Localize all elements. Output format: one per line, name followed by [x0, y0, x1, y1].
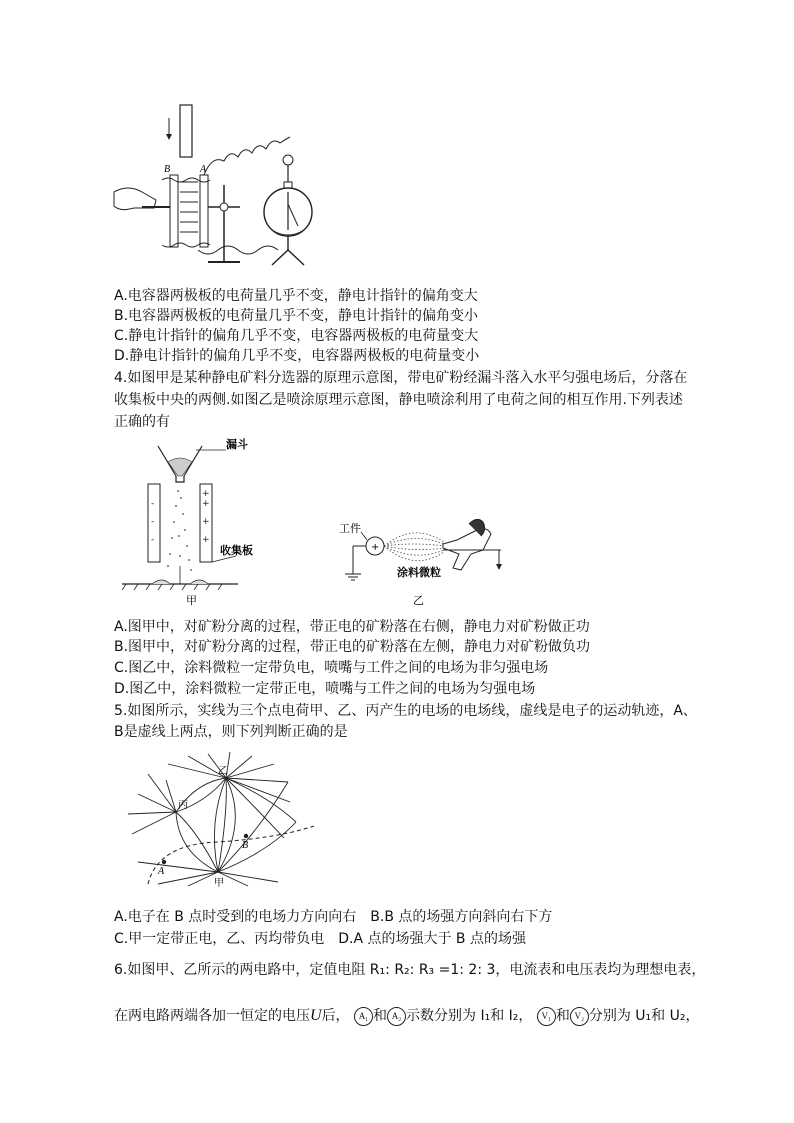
voltage-u: U [310, 1007, 322, 1024]
q5-options-line-1: A.电子在 B 点时受到的电场力方向向右 B.B 点的场强方向斜向右下方 [114, 909, 553, 925]
q4-stem-line-2: 收集板中央的两侧.如图乙是喷涂原理示意图，静电喷涂利用了电荷之间的相互作用.下列表述 [114, 392, 683, 408]
mineral-separator-figure [118, 436, 288, 608]
q6-stem-line-1: 6.如图甲、乙所示的两电路中，定值电阻 R₁: R₂: R₃ =1: 2: 3，电流表和电压表均为理想电表， [114, 962, 706, 978]
q4-option-c: C.图乙中，涂料微粒一定带负电，喷嘴与工件之间的电场为非匀强电场 [114, 660, 549, 676]
q4-stem-line-1: 4.如图甲是某种静电矿料分选器的原理示意图，带电矿粉经漏斗落入水平匀强电场后，分落在 [114, 370, 688, 386]
svg-text:+: + [371, 542, 380, 553]
ammeter-a1-icon: A₁ [354, 1007, 373, 1026]
q5-options-line-2: C.甲一定带正电，乙、丙均带负电 D.A 点的场强大于 B 点的场强 [114, 931, 526, 947]
funnel-label: 漏斗 [226, 438, 248, 451]
voltmeter-v1-icon: V₁ [537, 1007, 556, 1026]
figure-yi-caption: 乙 [413, 594, 424, 607]
q6-text-d: 分别为 U₁和 U₂， [588, 1008, 700, 1024]
q4-option-d: D.图乙中，涂料微粒一定带正电，喷嘴与工件之间的电场为匀强电场 [114, 681, 536, 697]
point-b-label: B [242, 840, 249, 851]
svg-text:+: + [202, 535, 210, 545]
plate-b-label: B [164, 164, 171, 175]
voltmeter-v2-icon: V₂ [570, 1007, 589, 1026]
ammeter-a2-icon: A₂ [387, 1007, 406, 1026]
q3-option-a: A.电容器两极板的电荷量几乎不变，静电计指针的偏角变大 [114, 288, 478, 304]
point-a-label: A [158, 866, 165, 877]
charge-bing-label: 丙 [178, 800, 188, 811]
svg-text:-: - [151, 499, 155, 509]
svg-text:+: + [202, 517, 210, 527]
q6-text-a: 在两电路两端各加一恒定的电压 [114, 1008, 310, 1024]
capacitor-electrometer-figure [112, 100, 332, 270]
q3-option-c: C.静电计指针的偏角几乎不变，电容器两极板的电荷量变大 [114, 328, 479, 344]
q3-option-d: D.静电计指针的偏角几乎不变，电容器两极板的电荷量变小 [114, 348, 480, 364]
q3-option-b: B.电容器两极板的电荷量几乎不变，静电计指针的偏角变小 [114, 308, 479, 324]
q4-option-b: B.图甲中，对矿粉分离的过程，带正电的矿粉落在左侧，静电力对矿粉做负功 [114, 639, 591, 655]
svg-text:-: - [151, 535, 155, 545]
svg-text:-: - [151, 517, 155, 527]
q5-stem-line-1: 5.如图所示，实线为三个点电荷甲、乙、丙产生的电场的电场线，虚线是电子的运动轨迹，A、 [114, 703, 697, 719]
spray-painting-figure [333, 510, 508, 610]
collector-plate-label: 收集板 [220, 544, 253, 557]
charge-yi-label: 乙 [218, 766, 228, 777]
q6-text-c: 示数分别为 I₁和 I₂， [406, 1008, 533, 1024]
plate-a-label: A [200, 164, 207, 175]
field-lines-figure [118, 752, 318, 888]
svg-text:+: + [202, 499, 210, 509]
q6-text-b: 后， [321, 1008, 350, 1024]
svg-text:+: + [202, 489, 210, 499]
q4-option-a: A.图甲中，对矿粉分离的过程，带正电的矿粉落在右侧，静电力对矿粉做正功 [114, 619, 590, 635]
q4-stem-line-3: 正确的有 [114, 414, 170, 430]
paint-particles-label: 涂料微粒 [397, 566, 441, 579]
q6-stem-line-2 [114, 1006, 699, 1026]
q6-and-1: 和 [373, 1008, 388, 1024]
figure-jia-caption: 甲 [186, 594, 197, 607]
charge-jia-label: 甲 [214, 878, 224, 888]
workpiece-label: 工件 [339, 522, 361, 535]
q5-stem-line-2: B是虚线上两点，则下列判断正确的是 [114, 724, 348, 740]
q6-and-2: 和 [555, 1008, 570, 1024]
